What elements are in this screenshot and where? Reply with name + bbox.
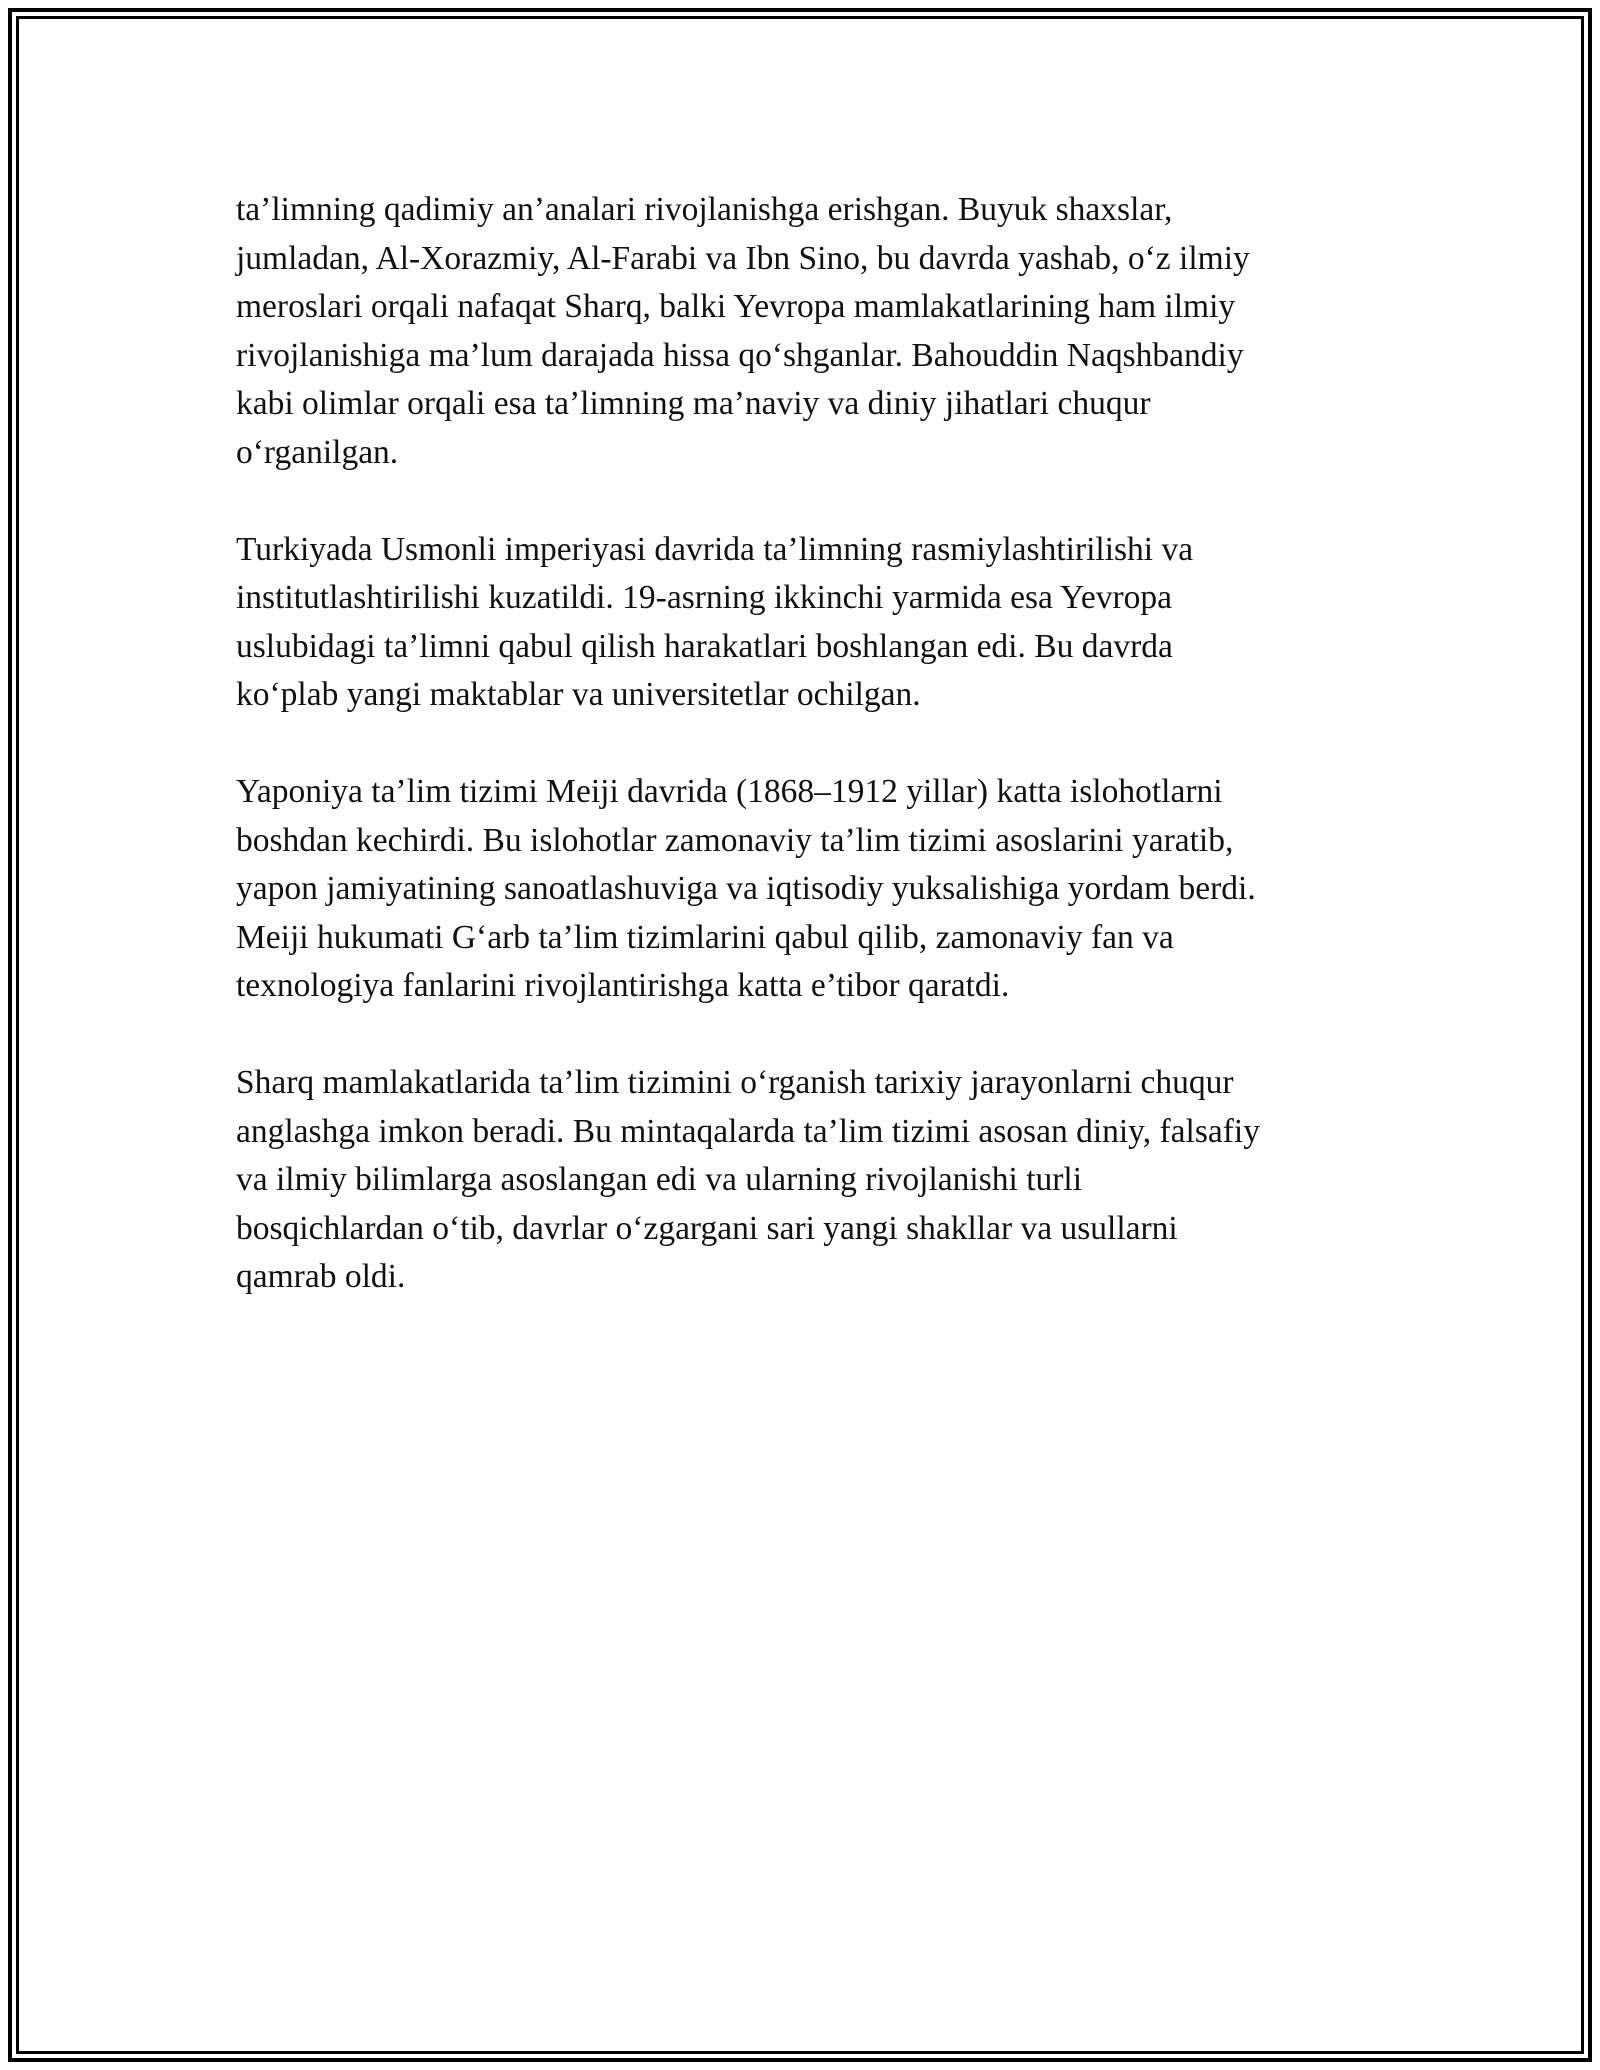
text-line: qamrab oldi. (236, 1258, 406, 1295)
text-line: Sharq mamlakatlarida ta’lim tizimini o‘rganish tarixiy jarayonlarni chuqur (236, 1064, 1234, 1101)
document-body (236, 186, 1376, 1350)
paragraph-turkey (236, 526, 1376, 720)
text-line: rivojlanishiga ma’lum darajada hissa qo‘shganlar. Bahouddin Naqshbandiy (236, 336, 1244, 374)
text-line: meroslari orqali nafaqat Sharq, balki Yevropa mamlakatlarining ham ilmiy (236, 288, 1236, 325)
text-line: bosqichlardan o‘tib, davrlar o‘zgargani sari yangi shakllar va usullarni (236, 1209, 1178, 1247)
text-line: institutlashtirilishi kuzatildi. 19-asrning ikkinchi yarmida esa Yevropa (236, 579, 1173, 616)
text-line: ko‘plab yangi maktablar va universitetlar ochilgan. (236, 676, 921, 713)
text-line: jumladan, Al-Xorazmiy, Al-Farabi va Ibn Sino, bu davrda yashab, o‘z ilmiy (236, 239, 1250, 277)
text-line: anglashga imkon beradi. Bu mintaqalarda ta’lim tizimi asosan diniy, falsafiy (236, 1112, 1260, 1150)
text-line: texnologiya fanlarini rivojlantirishga katta e’tibor qaratdi. (236, 967, 1010, 1004)
text-line: yapon jamiyatining sanoatlashuviga va iqtisodiy yuksalishiga yordam berdi. (236, 870, 1256, 907)
text-line: Yaponiya ta’lim tizimi Meiji davrida (1868–1912 yillar) katta islohotlarni (236, 773, 1223, 810)
text-line: va ilmiy bilimlarga asoslangan edi va ularning rivojlanishi turli (236, 1161, 1083, 1198)
text-line: kabi olimlar orqali esa ta’limning ma’naviy va diniy jihatlari chuqur (236, 385, 1151, 422)
paragraph-east-conclusion (236, 1059, 1376, 1302)
text-line: boshdan kechirdi. Bu islohotlar zamonaviy ta’lim tizimi asoslarini yaratib, (236, 821, 1234, 859)
text-line: Turkiyada Usmonli imperiyasi davrida ta’limning rasmiylashtirilishi va (236, 530, 1194, 568)
text-line: o‘rganilgan. (236, 433, 399, 471)
text-line: uslubidagi ta’limni qabul qilish harakatlari boshlangan edi. Bu davrda (236, 627, 1173, 665)
text-line: Meiji hukumati G‘arb ta’lim tizimlarini qabul qilib, zamonaviy fan va (236, 918, 1174, 956)
paragraph-history-scholars (236, 186, 1376, 477)
text-line: ta’limning qadimiy an’analari rivojlanishga erishgan. Buyuk shaxslar, (236, 191, 1173, 228)
paragraph-japan (236, 768, 1376, 1011)
